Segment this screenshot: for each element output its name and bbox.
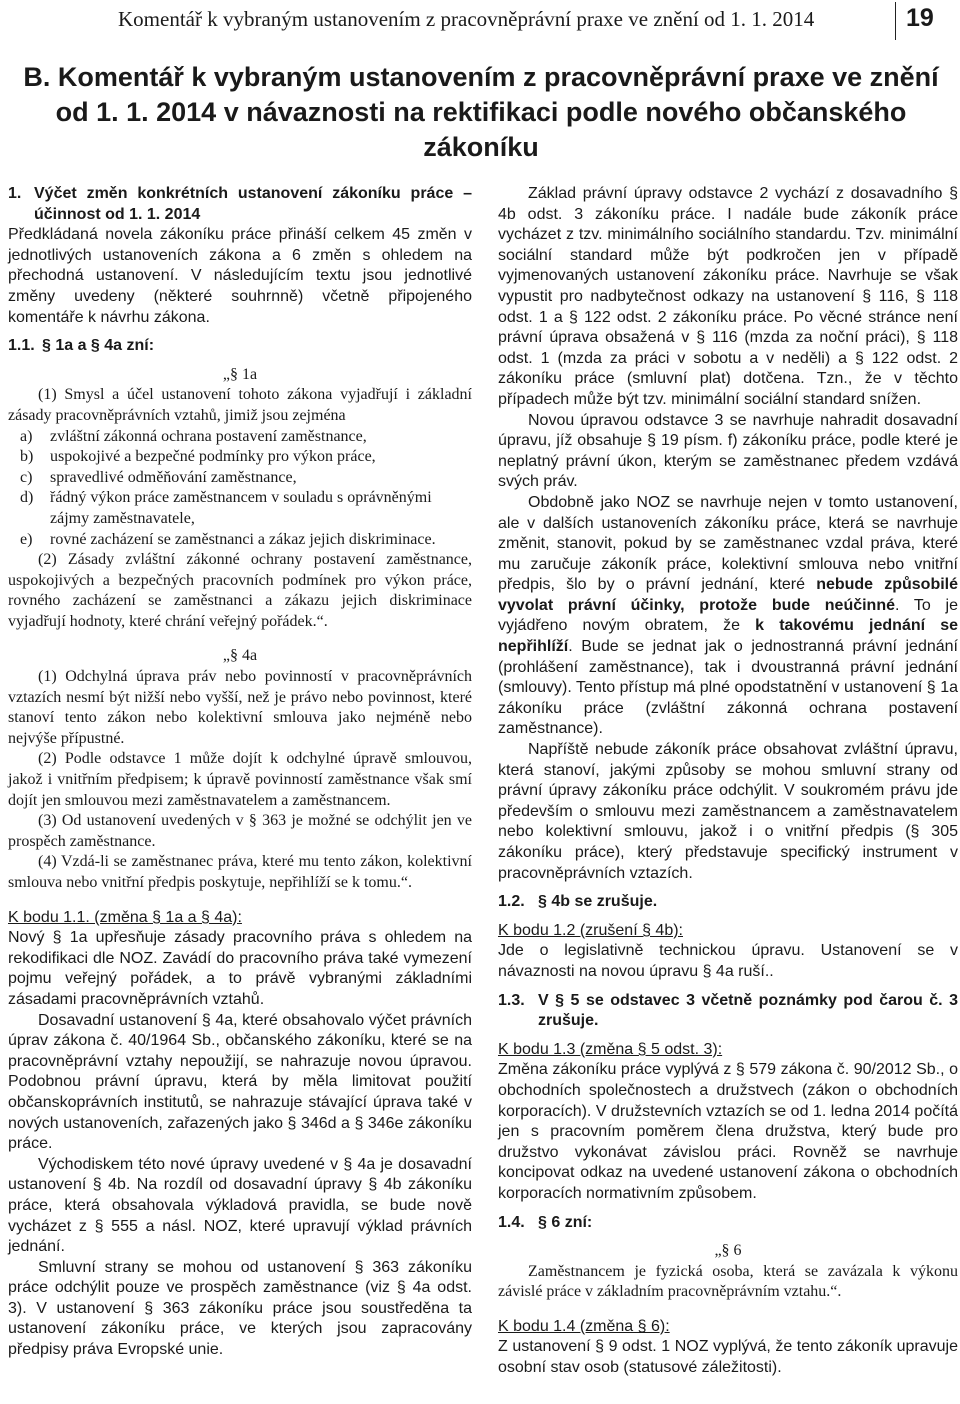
comment-heading: K bodu 1.2 (zrušení § 4b): bbox=[498, 921, 683, 939]
comment-paragraph: Obdobně jako NOZ se navrhuje nejen v tomto ustanovení, ale v dalších ustanoveních zákoníku práce, která se navrhuje změnit, stanovit, pokud by se zaměstnanec vzdal práva, které mu zaručuje zákoník práce, kolektivní smlouva nebo vnitřní předpis, šlo by o právní jednání, které nebude způsobilé vyvolat právní účinky, protože bude neúčinné. To je vyjádřeno novým obratem, že k takovému jednání se nepřihlíží. Bude se jednat jak o jednostranná právní jednání (prohlášení zaměstnance), tak i dvoustranná právní jednání (smlouvy). Tento přístup má plné opodstatnění v ustanovení § 1a zákoníku práce (zvláštní zákonná ochrana postavení zaměstnance). bbox=[498, 493, 959, 738]
page-number: 19 bbox=[906, 4, 934, 32]
comment-paragraph: Východiskem této nové úpravy uvedené v § 4a je dosavadní ustanovení § 4b. Na rozdíl od dosavadní úpravy § 4b zákoníku práce, která obsahovala výkladová pravidla, se bude nově vycházet z § 555 a násl. NOZ, které upravují výklad právních jednání. bbox=[8, 1155, 472, 1256]
comment-heading: K bodu 1.4 (změna § 6): bbox=[498, 1317, 670, 1335]
header-divider bbox=[895, 2, 896, 40]
law-text: (3) Od ustanovení uvedených v § 363 je možné se odchýlit jen ve prospěch zaměstnance. bbox=[8, 812, 472, 850]
intro-paragraph: Předkládaná novela zákoníku práce přináší celkem 45 změn v jednotlivých ustanoveních zákona a 6 změn s ohledem na přechodná ustanovení. V následujícím textu jsou jednotlivé změny uvedeny (některé souhrnně) včetně připojeného komentáře k návrhu zákona. bbox=[8, 226, 472, 326]
section-title: Výčet změn konkrétních ustanovení zákoníku práce – účinnost od 1. 1. 2014 bbox=[34, 185, 472, 223]
comment-heading: K bodu 1.1. (změna § 1a a § 4a): bbox=[8, 908, 242, 926]
comment-paragraph: Dosavadní ustanovení § 4a, které obsahovalo výčet právních úprav zákona č. 40/1964 Sb., občanského zákoníku, které se na pracovněprávní vztahy nepoužijí, se nahrazuje novou úpravou. Podobnou právní úpravu, která by měla limitovat použití občanskoprávních institutů, se nahrazuje stávající úprava také v nových ustanoveních, zařazených jako § 346d a § 346e zákoníku práce. bbox=[8, 1011, 472, 1153]
section-title: § 6 zní: bbox=[538, 1213, 593, 1231]
section-number: 1. bbox=[8, 185, 22, 202]
section-heading-1-3 bbox=[498, 991, 958, 1032]
law-text: (4) Vzdá-li se zaměstnanec práva, které mu tento zákon, kolektivní smlouva nebo vnitřní předpis poskytuje, nepřihlíží se k tomu.“. bbox=[8, 853, 472, 891]
section-number: 1.3. bbox=[498, 991, 525, 1009]
list-item: c) spravedlivé odměňování zaměstnance, bbox=[20, 468, 297, 486]
comment-paragraph: Jde o legislativně technickou úpravu. Ustanovení se v návaznosti na novou úpravu § 4a ruší.. bbox=[498, 942, 958, 980]
section-heading-1-1 bbox=[8, 336, 472, 357]
section-heading-1 bbox=[8, 184, 472, 225]
law-text: (1) Smysl a účel ustanovení tohoto zákona vyjadřují i základní zásady pracovněprávních vztahů, jimiž jsou zejména bbox=[8, 386, 472, 424]
law-text: (2) Podle odstavce 1 může dojít k odchylné úpravě smlouvou, jakož i vnitřním předpisem; k úpravě povinností zaměstnance však smí dojít jen smlouvou mezi zaměstnavatelem a zaměstnancem. bbox=[8, 750, 472, 809]
paragraph-mark-6: „§ 6 bbox=[714, 1242, 742, 1260]
running-title: Komentář k vybraným ustanovením z pracovněprávní praxe ve znění od 1. 1. 2014 bbox=[118, 7, 815, 31]
section-number: 1.2. bbox=[498, 893, 525, 911]
list-item: d) řádný výkon práce zaměstnancem v souladu s oprávněnými zájmy zaměstnavatele, bbox=[20, 489, 432, 527]
emphasis: k takovému jednání se nepřihlíží bbox=[498, 617, 959, 656]
list-item: b) uspokojivé a bezpečné podmínky pro výkon práce, bbox=[20, 448, 376, 466]
paragraph-mark-4a: „§ 4a bbox=[222, 647, 258, 665]
comment-paragraph: Smluvní strany se mohou od ustanovení § 363 zákoníku práce odchýlit pouze ve prospěch zaměstnance (viz § 4a odst. 3). V ustanovení § 363 zákoníku práce jsou soustředěna ta ustanovení zákoníku práce, ve kterých jsou zapracovány předpisy práva Evropské unie. bbox=[8, 1258, 472, 1359]
emphasis: nebude způsobilé vyvolat právní účinky, protože bude neúčinné bbox=[498, 576, 959, 614]
right-column bbox=[498, 184, 958, 1379]
list-item: e) rovné zacházení se zaměstnanci a zákaz jejich diskriminace. bbox=[20, 530, 436, 548]
paragraph-mark-1a: „§ 1a bbox=[222, 365, 258, 383]
page-header bbox=[0, 0, 960, 42]
law-text: Zaměstnancem je fyzická osoba, která se zavázala k výkonu závislé práce v základním pracovněprávním vztahu.“. bbox=[498, 1262, 958, 1301]
section-number: 1.1. bbox=[8, 337, 35, 355]
list-item: a) zvláštní zákonná ochrana postavení zaměstnance, bbox=[20, 427, 367, 445]
comment-paragraph: Napříště nebude zákoník práce obsahovat zvláštní úpravu, která stanoví, jakými způsoby se mohou smluvní strany od právní úpravy zákoníku práce odchýlit. V soukromém právu jde především o smlouvu mezi zaměstnancem a zaměstnavatelem nebo kolektivní smlouvu, jakož i o vnitřní předpis (§ 305 zákoníku práce), který představuje specifický instrument v pracovněprávních vztazích. bbox=[498, 741, 958, 882]
chapter-title: B. Komentář k vybraným ustanovením z pracovněprávní praxe ve znění od 1. 1. 2014 v návaznosti na rektifikaci podle nového občanského zákoníku bbox=[23, 62, 939, 162]
section-heading-1-2 bbox=[498, 892, 958, 913]
section-title: § 4b se zrušuje. bbox=[538, 893, 658, 911]
left-column bbox=[8, 184, 472, 1361]
section-number: 1.4. bbox=[498, 1213, 525, 1231]
section-title: V § 5 se odstavec 3 včetně poznámky pod čarou č. 3 zrušuje. bbox=[538, 991, 958, 1030]
comment-paragraph: Změna zákoníku práce vyplývá z § 579 zákona č. 90/2012 Sb., o obchodních společnostech a družstvech (zákon o obchodních korporacích). V družstevních vztazích se od 1. ledna 2014 počítá jen s pracovním poměrem člena družstva, který bude pro družstvo vykonávat závislou práci. Rovněž se navrhuje koncipovat odkaz na uvedené ustanovení zákona o obchodních korporacích normativním způsobem. bbox=[498, 1061, 958, 1202]
comment-paragraph: Základ právní úpravy odstavce 2 vychází z dosavadního § 4b odst. 3 zákoníku práce. I nadále bude zákoník práce vycházet z tzv. minimálního sociálního standardu. Tzv. minimální sociální standard může být podkročen jen v případě vyjmenovaných ustanovení zákoníku práce. Navrhuje se však vypustit pro nadbytečnost odkazy na ustanovení § 116, § 118 odst. 1 a § 122 odst. 2 zákoníku práce. Po věcné stránce není právní úprava obsažená v § 116 (mzda za noční práci), § 118 odst. 1 (mzda za práci v sobotu a v neděli) a § 122 odst. 2 zákoníku práce (smluvní plat) dotčena. Tzn., že v těchto případech může být tzv. minimální sociální standard snížen. bbox=[498, 185, 958, 408]
comment-paragraph: Z ustanovení § 9 odst. 1 NOZ vyplývá, že tento zákoník upravuje osobní stav osob (statusové záležitosti). bbox=[498, 1338, 958, 1377]
section-heading-1-4 bbox=[498, 1213, 958, 1234]
comment-paragraph: Nový § 1a upřesňuje zásady pracovního práva s ohledem na rekodifikaci dle NOZ. Zavádí do pracovního práva také vymezení pojmu veřejný pořádek, a to právě vybranými základními zásadami pracovněprávních vztahů. bbox=[8, 929, 472, 1008]
law-text: (1) Odchylná úprava práv nebo povinností v pracovněprávních vztazích nesmí být nižší nebo vyšší, než je právo nebo povinnost, které stanoví tento zákon nebo kolektivní smlouva jako nejméně nebo nejvýše přípustné. bbox=[8, 668, 472, 747]
law-text: (2) Zásady zvláštní zákonné ochrany postavení zaměstnance, uspokojivých a bezpečných pracovních podmínek pro výkon práce, rovného zacházení se zaměstnanci a zákazu jejich diskriminace vyjadřují hodnoty, které chrání veřejný pořádek.“. bbox=[8, 551, 472, 630]
comment-heading: K bodu 1.3 (změna § 5 odst. 3): bbox=[498, 1040, 723, 1058]
law-list-1a bbox=[8, 427, 472, 551]
comment-paragraph: Novou úpravou odstavce 3 se navrhuje nahradit dosavadní úpravu, jíž obsahuje § 19 písm. f) zákoníku práce, podle které je neplatný právní úkon, kterým se zaměstnanec předem vzdává svých práv. bbox=[498, 411, 958, 491]
section-title: § 1a a § 4a zní: bbox=[42, 337, 155, 355]
